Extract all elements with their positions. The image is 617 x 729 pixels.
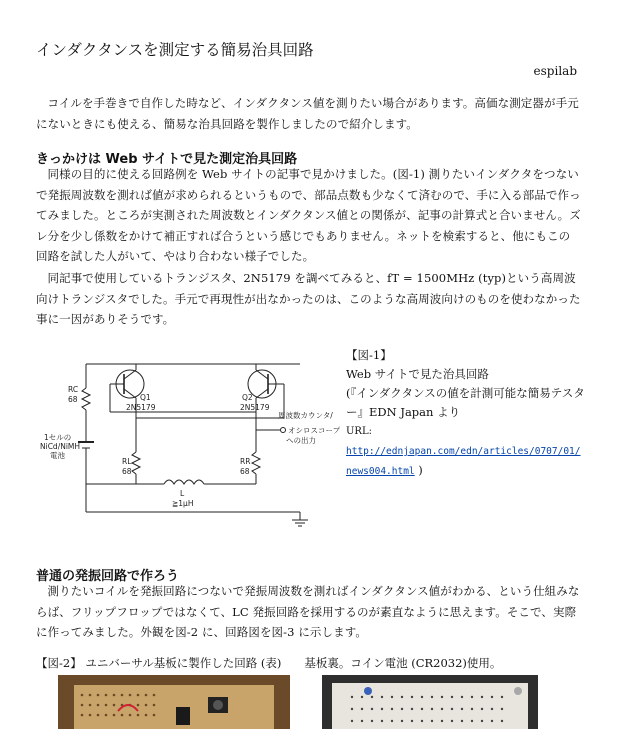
- rr-label: RR: [240, 457, 251, 466]
- battery-line3: 電池: [50, 451, 65, 460]
- l-label: L: [180, 489, 185, 498]
- q1-part: 2N5179: [126, 403, 156, 412]
- rl-value: 68: [122, 467, 132, 476]
- q2-label: Q2: [242, 393, 253, 402]
- rc-label: RC: [68, 385, 79, 394]
- figure1-source: (『インダクタンスの値を計測可能な簡易テスター』EDN Japan より: [346, 386, 585, 419]
- author: espilab: [533, 64, 577, 78]
- l-value: ≧1μH: [172, 499, 194, 508]
- intro-paragraph: コイルを手巻きで自作した時など、インダクタンス値を測りたい場合があります。高価な測定器が手元にないときにも使える、簡易な治具回路を製作しましたので紹介します。: [36, 96, 579, 131]
- section1-paragraph1: 同様の目的に使える回路例を Web サイトの記事で見かけました。(図-1) 測りたいインダクタをつないで発振周波数を測れば値が求められるというもので、部品点数も少なくて済むので、手に入る部品で作ってみました。ところが実測された周波数とインダクタンス値との関係が、記事の計算式と合いません。ズレ分を少し係数をかけて補正すれば合うという感じでもありません。ネットを検索すると、他にもこの回路を試した人がいて、やはり合わない様子でした。: [36, 167, 581, 263]
- figure1-schematic: [40, 352, 340, 532]
- figure1-close: ): [418, 463, 423, 477]
- output-line3: への出力: [286, 436, 316, 445]
- section2-heading: 普通の発振回路で作ろう: [36, 569, 180, 584]
- figure1-url-label: URL:: [346, 426, 372, 437]
- rc-value: 68: [68, 395, 78, 404]
- figure1-caption: [346, 346, 586, 481]
- q1-label: Q1: [140, 393, 151, 402]
- output-line1: 周波数カウンタ/: [278, 411, 333, 420]
- page-title: インダクタンスを測定する簡易治具回路: [36, 41, 314, 59]
- section2-paragraph: 測りたいコイルを発振回路につないで発振周波数を測ればインダクタンス値がわかる、という仕組みならば、フリップフロップではなくて、LC 発振回路を採用するのが素直なように思えます。そこで、実際に作ってみました。外観を図-2 に、回路図を図-3 に示します。: [36, 584, 580, 639]
- q2-part: 2N5179: [240, 403, 270, 412]
- board-back-photo: [322, 675, 538, 729]
- figure1-label: 【図-1】: [346, 348, 392, 362]
- figure1-title: Web サイトで見た治具回路: [346, 367, 489, 381]
- section1-heading: きっかけは Web サイトで見た測定治具回路: [36, 152, 298, 167]
- output-line2: オシロスコープ: [288, 426, 340, 435]
- rr-value: 68: [240, 467, 250, 476]
- battery-line2: NiCd/NiMH: [40, 442, 81, 451]
- board-front-photo: [58, 675, 290, 729]
- section1-paragraph2: 同記事で使用しているトランジスタ、2N5179 を調べてみると、fT = 1500MHz (typ)という高周波向けトランジスタでした。手元で再現性が出なかったのは、このような高周波向けのものを使わなかった事に一因がありそうです。: [36, 271, 581, 326]
- battery-line1: 1セルの: [44, 433, 72, 442]
- figure2-caption: 【図-2】 ユニバーサル基板に製作した回路 (表) 基板裏。コイン電池 (CR2032)使用。: [36, 656, 502, 670]
- figure1-url-link[interactable]: http://ednjapan.com/edn/articles/0707/01/news004.html: [346, 446, 581, 477]
- rl-label: RL: [122, 457, 132, 466]
